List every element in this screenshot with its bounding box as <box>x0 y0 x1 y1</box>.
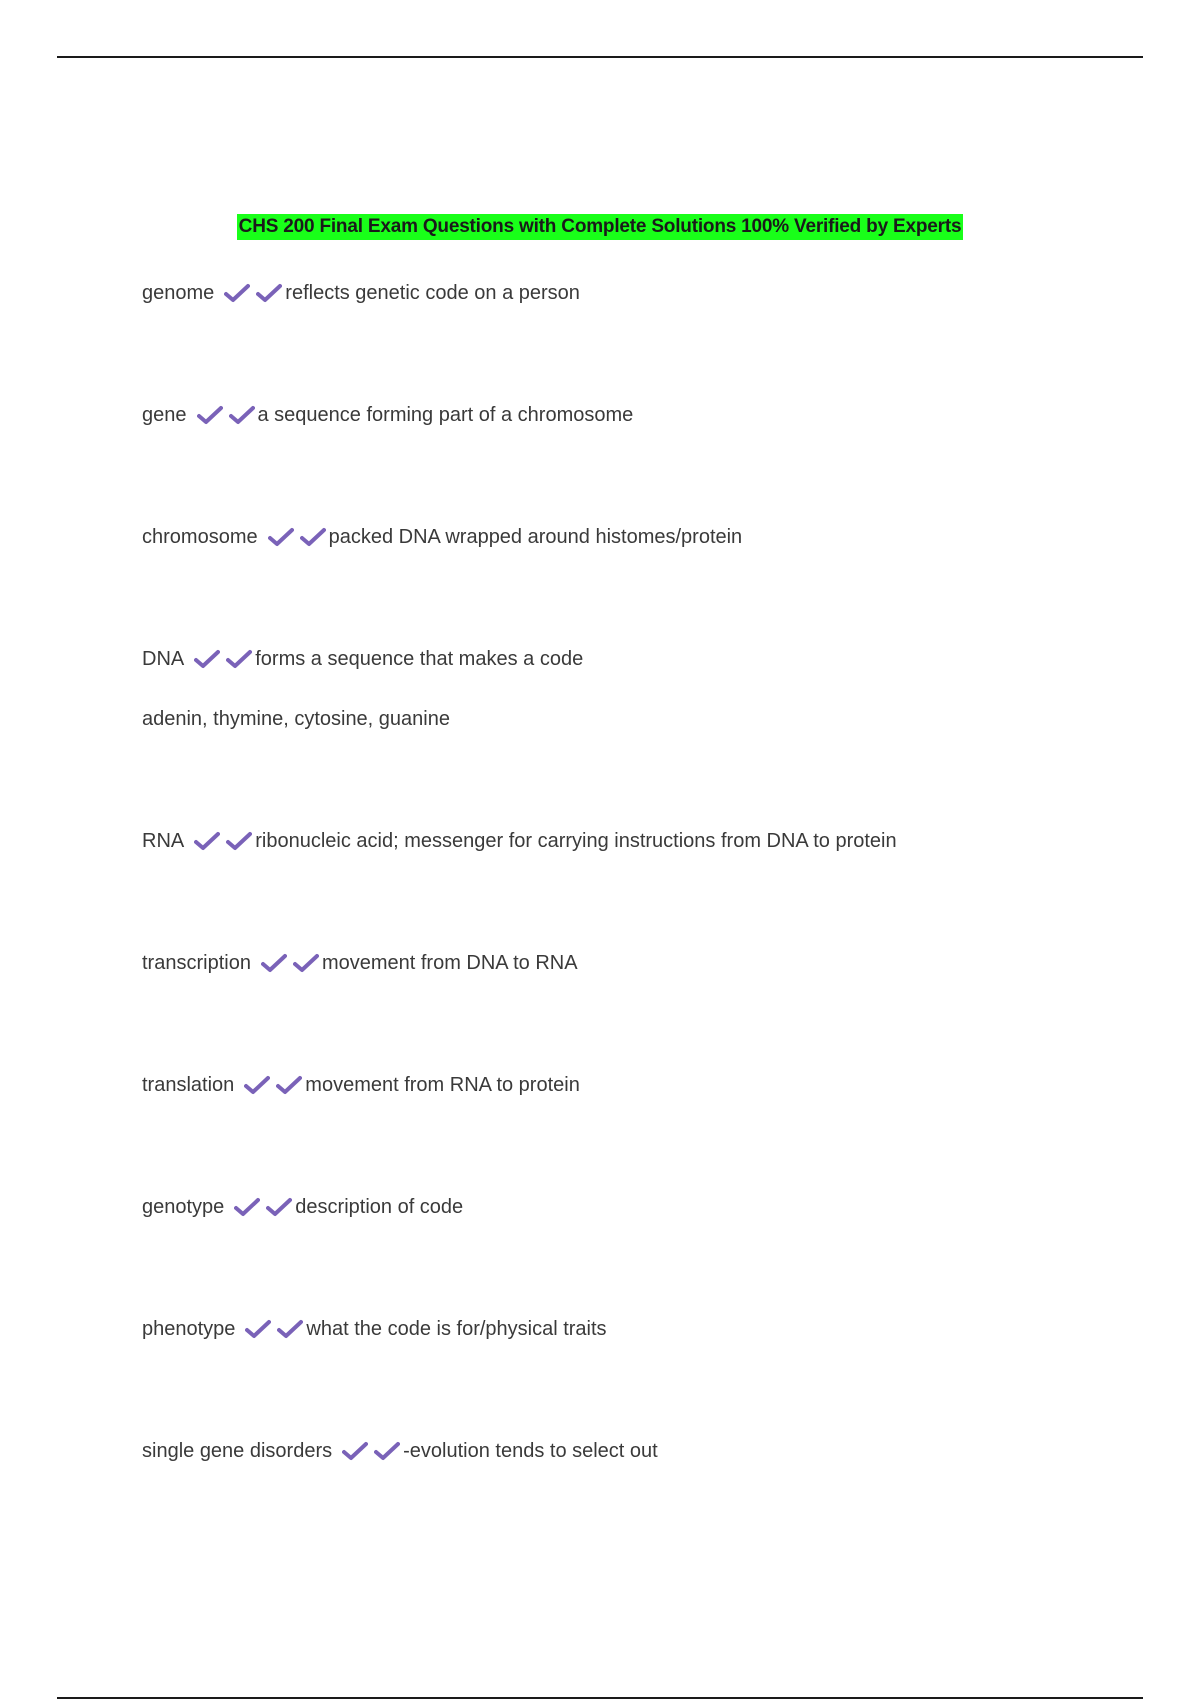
bottom-rule <box>57 1697 1143 1699</box>
entry-definition: movement from RNA to protein <box>305 1074 580 1096</box>
entry-term: gene <box>142 404 187 426</box>
double-check <box>268 527 326 547</box>
entry-transcription <box>142 950 578 976</box>
check-icon <box>229 405 255 425</box>
double-check <box>234 1197 292 1217</box>
check-icon <box>197 405 223 425</box>
entry-term: chromosome <box>142 526 258 548</box>
double-check <box>194 831 252 851</box>
check-icon <box>194 649 220 669</box>
entry-definition: packed DNA wrapped around histomes/protein <box>328 526 743 548</box>
check-icon <box>277 1319 303 1339</box>
entry-genotype <box>142 1194 463 1220</box>
entry-term: genome <box>142 282 215 304</box>
entry-definition: ribonucleic acid; messenger for carrying instructions from DNA to protein <box>255 830 897 852</box>
check-icon <box>342 1441 368 1461</box>
entry-definition: what the code is for/physical traits <box>306 1318 607 1340</box>
entry-term: RNA <box>142 830 185 852</box>
check-icon <box>261 953 287 973</box>
entry-genome <box>142 280 580 306</box>
double-check <box>342 1441 400 1461</box>
entry-extra-text: adenin, thymine, cytosine, guanine <box>142 708 450 730</box>
check-icon <box>256 283 282 303</box>
double-check <box>194 649 252 669</box>
top-rule <box>57 56 1143 58</box>
check-icon <box>268 527 294 547</box>
check-icon <box>245 1319 271 1339</box>
entry-term: single gene disorders <box>142 1440 333 1462</box>
double-check <box>245 1319 303 1339</box>
check-icon <box>266 1197 292 1217</box>
entry-gene <box>142 402 633 428</box>
entry-term: phenotype <box>142 1318 236 1340</box>
page-title: CHS 200 Final Exam Questions with Complete Solutions 100% Verified by Experts <box>237 214 964 240</box>
entry-rna <box>142 828 897 854</box>
entry-term: genotype <box>142 1196 225 1218</box>
entry-single-gene-disorders <box>142 1438 658 1464</box>
check-icon <box>226 831 252 851</box>
check-icon <box>224 283 250 303</box>
entry-definition: movement from DNA to RNA <box>321 952 578 974</box>
double-check <box>224 283 282 303</box>
entry-definition: a sequence forming part of a chromosome <box>257 404 634 426</box>
double-check <box>244 1075 302 1095</box>
entry-term: transcription <box>142 952 251 974</box>
check-icon <box>293 953 319 973</box>
check-icon <box>300 527 326 547</box>
entry-definition: forms a sequence that makes a code <box>255 648 584 670</box>
entry-definition: description of code <box>295 1196 464 1218</box>
entry-dna-extra <box>142 706 450 732</box>
check-icon <box>226 649 252 669</box>
entry-term: DNA <box>142 648 185 670</box>
check-icon <box>234 1197 260 1217</box>
entry-chromosome <box>142 524 742 550</box>
entry-term: translation <box>142 1074 235 1096</box>
entry-definition: -evolution tends to select out <box>403 1440 658 1462</box>
check-icon <box>374 1441 400 1461</box>
entry-definition: reflects genetic code on a person <box>285 282 580 304</box>
title-container <box>0 214 1200 240</box>
double-check <box>261 953 319 973</box>
entry-dna <box>142 646 583 672</box>
entry-phenotype <box>142 1316 607 1342</box>
entry-translation <box>142 1072 580 1098</box>
double-check <box>197 405 255 425</box>
check-icon <box>244 1075 270 1095</box>
check-icon <box>194 831 220 851</box>
check-icon <box>276 1075 302 1095</box>
